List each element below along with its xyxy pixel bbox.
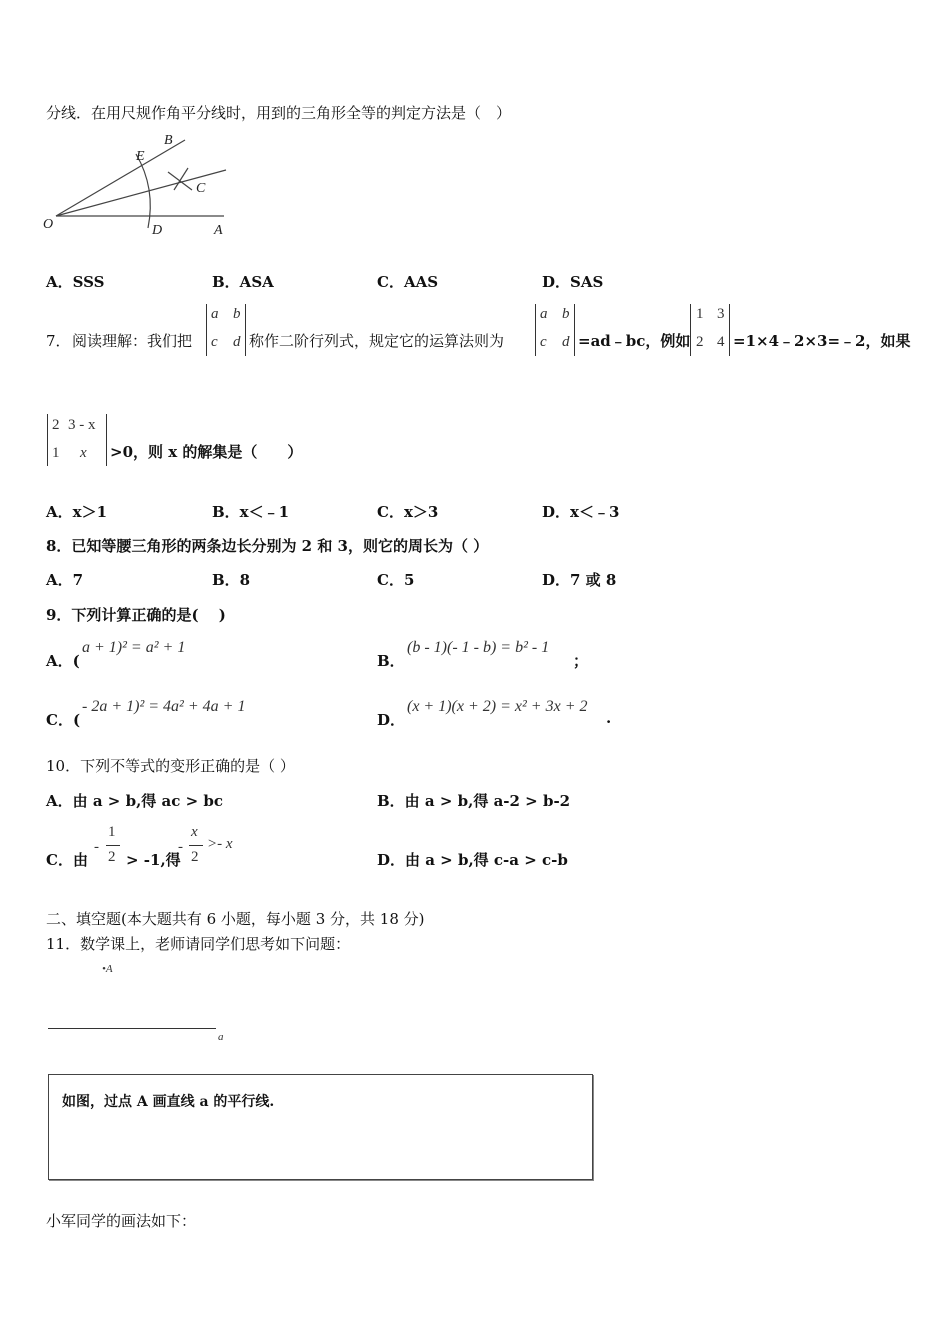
q10-stem: 10．下列不等式的变形正确的是（ ） bbox=[46, 757, 295, 775]
q8-stem: 8．已知等腰三角形的两条边长分别为 2 和 3，则它的周长为（ ） bbox=[46, 537, 489, 555]
q10-option-d: D．由 a > b,得 c-a > c-b bbox=[377, 851, 568, 869]
q10-option-c-tail: >- x bbox=[207, 836, 233, 852]
q7-text-2: 称作二阶行列式，规定它的运算法则为 bbox=[249, 332, 505, 350]
q7-option-d: D．x＜﹣3 bbox=[542, 503, 620, 521]
q9-option-a-label: A．( bbox=[46, 652, 80, 670]
q9-option-b-label: B． bbox=[377, 652, 405, 670]
q10-c-fraction-bar-1 bbox=[106, 845, 120, 846]
q10-option-c-mid: > -1,得 bbox=[126, 851, 181, 869]
point-a-label: •A bbox=[102, 963, 113, 975]
det1-d: d bbox=[233, 334, 241, 350]
determinant-rule bbox=[535, 304, 575, 356]
det4-12: 3 - x bbox=[68, 417, 96, 433]
q6-stem: 分线．在用尺规作角平分线时，用到的三角形全等的判定方法是（ ） bbox=[46, 104, 512, 122]
det3-22: 4 bbox=[717, 334, 725, 350]
q9-option-a-expr: a + 1)² = a² + 1 bbox=[82, 639, 186, 656]
q8-option-a: A．7 bbox=[46, 571, 84, 589]
det4-22: x bbox=[80, 445, 87, 461]
det2-a: a bbox=[540, 306, 548, 322]
det2-c: c bbox=[540, 334, 547, 350]
det3-21: 2 bbox=[696, 334, 704, 350]
q11-stem: 11．数学课上，老师请同学们思考如下问题： bbox=[46, 935, 351, 953]
angle-bisector-figure bbox=[40, 128, 240, 240]
label-a: A bbox=[214, 223, 223, 238]
det2-d: d bbox=[562, 334, 570, 350]
q7-option-c: C．x＞3 bbox=[377, 503, 439, 521]
line-a bbox=[48, 1028, 216, 1029]
det1-a: a bbox=[211, 306, 219, 322]
q7-text-5: >0，则 x 的解集是（ ） bbox=[110, 443, 303, 461]
q10-option-a: A．由 a > b,得 ac > bc bbox=[46, 792, 224, 810]
q9-option-c-label: C．( bbox=[46, 711, 81, 729]
q9-option-d-label: D． bbox=[377, 711, 406, 729]
label-d: D bbox=[152, 223, 163, 238]
q10-option-b: B．由 a > b,得 a-2 > b-2 bbox=[377, 792, 571, 810]
ray-ob bbox=[56, 140, 185, 216]
det3-11: 1 bbox=[696, 306, 704, 322]
q11-after-text: 小军同学的画法如下： bbox=[46, 1212, 197, 1230]
q7-text-1: 阅读理解：我们把 bbox=[72, 332, 193, 350]
q8-option-c: C．5 bbox=[377, 571, 415, 589]
det2-b: b bbox=[562, 306, 570, 322]
q10-c-numerator-2: x bbox=[191, 824, 198, 840]
determinant-example bbox=[690, 304, 730, 356]
label-b: B bbox=[164, 133, 173, 148]
q6-option-a: A．SSS bbox=[46, 273, 105, 291]
line-a-label: a bbox=[218, 1031, 224, 1043]
q10-c-denominator-2: 2 bbox=[191, 849, 199, 865]
q7-option-a: A．x＞1 bbox=[46, 503, 108, 521]
q8-option-b: B．8 bbox=[212, 571, 251, 589]
q9-option-b-expr: (b - 1)(- 1 - b) = b² - 1 bbox=[407, 639, 550, 656]
q6-option-c: C．AAS bbox=[377, 273, 439, 291]
q7-option-b: B．x＜﹣1 bbox=[212, 503, 290, 521]
q10-c-numerator-1: 1 bbox=[108, 824, 116, 840]
q10-c-fraction-bar-2 bbox=[189, 845, 203, 846]
q10-c-denominator-1: 2 bbox=[108, 849, 116, 865]
q10-c-minus-1: - bbox=[94, 839, 99, 855]
det4-11: 2 bbox=[52, 417, 60, 433]
q7-text-3: =ad﹣bc，例如 bbox=[578, 332, 691, 350]
question-box bbox=[48, 1074, 593, 1180]
q9-option-d-expr: (x + 1)(x + 2) = x² + 3x + 2 bbox=[407, 698, 588, 715]
q6-option-b: B．ASA bbox=[212, 273, 274, 291]
q10-c-minus-2: - bbox=[178, 839, 183, 855]
q9-stem: 9．下列计算正确的是( ) bbox=[46, 606, 226, 624]
det1-c: c bbox=[211, 334, 218, 350]
determinant-condition bbox=[47, 414, 107, 466]
section-heading: 二、填空题(本大题共有 6 小题，每小题 3 分，共 18 分) bbox=[46, 910, 425, 928]
det3-12: 3 bbox=[717, 306, 725, 322]
q9-option-d-tail: . bbox=[606, 709, 612, 727]
q9-option-c-expr: - 2a + 1)² = 4a² + 4a + 1 bbox=[82, 698, 246, 715]
label-o: O bbox=[43, 217, 54, 232]
q10-option-c-label: C．由 bbox=[46, 851, 88, 869]
q8-option-d: D．7 或 8 bbox=[542, 571, 617, 589]
label-e: E bbox=[136, 149, 145, 164]
q7-text-4: =1×4﹣2×3=﹣2，如果 bbox=[733, 332, 911, 350]
q9-option-b-tail: ； bbox=[573, 652, 589, 670]
q6-option-d: D．SAS bbox=[542, 273, 604, 291]
q7-number: 7． bbox=[46, 332, 71, 350]
question-box-text: 如图，过点 A 画直线 a 的平行线. bbox=[62, 1094, 275, 1110]
determinant-abcd bbox=[206, 304, 246, 356]
det4-21: 1 bbox=[52, 445, 60, 461]
label-c: C bbox=[196, 181, 206, 196]
det1-b: b bbox=[233, 306, 241, 322]
arc-mark-2 bbox=[174, 168, 188, 190]
